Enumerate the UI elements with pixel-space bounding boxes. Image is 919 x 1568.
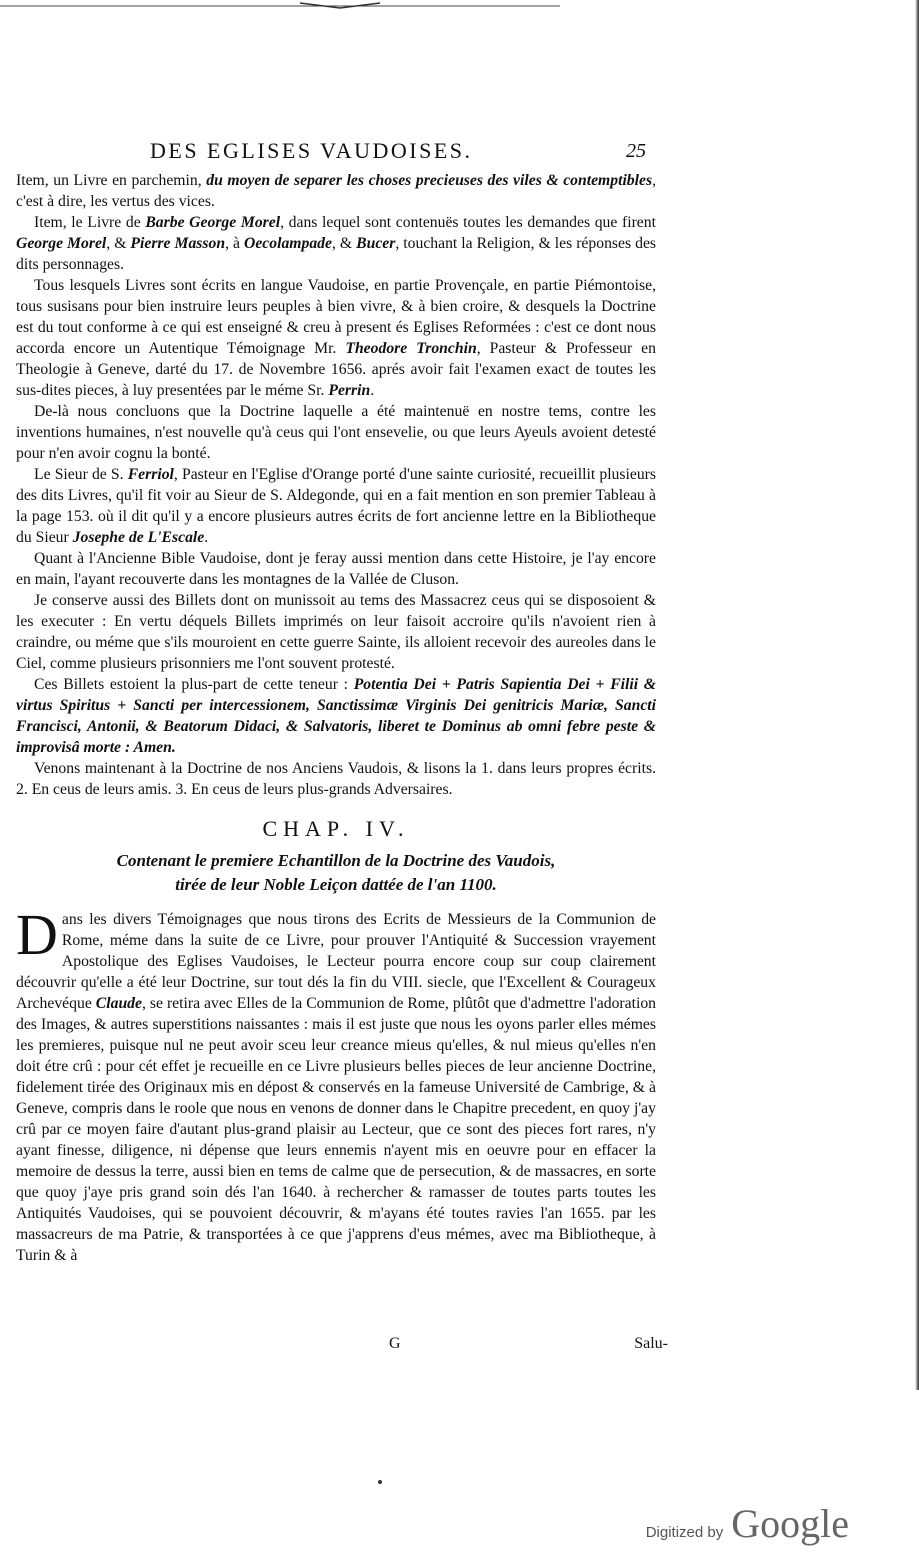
paragraph	[16, 170, 656, 212]
text-run: Quant à l'Ancienne Bible Vaudoise, dont je feray aussi mention dans cette Histoire, je l'ay encore en main, l'ayant recouverte dans les montagnes de la Vallée de Cluson.	[16, 550, 656, 588]
signature-mark: G	[389, 1335, 401, 1352]
text-run: , Pasteur en l'Eglise d'Orange porté d'une sainte curiosité, recueillit plusieurs des dits Livres, qu'il fit voir au Sieur de S. Aldegonde, qui en a fait mention en son premier Tableau à la page 153. où il dit qu'il y a encore plusieurs autres écrits de fort ancienne lettre en la Bibliotheque du Sieur	[16, 466, 656, 546]
text-run: Venons maintenant à la Doctrine de nos Anciens Vaudois, & lisons la 1. dans leurs propres écrits. 2. En ceus de leurs amis. 3. En ceus de leurs plus-grands Adversaires.	[16, 760, 656, 798]
italic-text: Josephe de L'Escale	[72, 529, 205, 546]
italic-text: Theodore Tronchin	[345, 340, 477, 357]
watermark-text: Digitized by	[645, 1524, 724, 1541]
italic-text: Pierre Masson	[130, 235, 226, 252]
page-number: 25	[626, 140, 646, 162]
italic-text: Perrin	[328, 382, 371, 399]
text-run: Le Sieur de S.	[34, 466, 128, 483]
italic-text: Ferriol	[127, 466, 174, 483]
italic-text: Claude	[95, 995, 142, 1012]
ink-speck	[378, 1480, 382, 1484]
chapter-subtitle-line: Contenant le premiere Echantillon de la Doctrine des Vaudois,	[116, 851, 556, 870]
text-run: .	[204, 529, 209, 546]
text-run: Item, le Livre de	[34, 214, 146, 231]
text-run: Je conserve aussi des Billets dont on munissoit au tems des Massacrez ceus qui se disposoient & les executer : En vertu déquels Billets imprimés on leur faisoit accroire qu'ils n'avoient rien à craindre, ou méme que s'ils mouroient en cette guerre Sainte, ils alloient recevoir des aureoles dans le Ciel, comme plusieurs prisonniers me l'ont souvent protesté.	[16, 592, 656, 672]
text-run: .	[370, 382, 375, 399]
catchword: Salu-	[634, 1335, 668, 1352]
text-run: , c'est à dire, les vertus des vices.	[16, 172, 656, 210]
text-run: Item, un Livre en parchemin,	[16, 172, 207, 189]
chapter-subtitle	[16, 849, 656, 897]
paragraph	[16, 590, 656, 674]
text-run: De-là nous concluons que la Doctrine laquelle a été maintenuë en nostre tems, contre les inventions humaines, n'est nouvelle qu'à ceus qui l'ont ensevelie, ou que leurs Ayeuls avoient detesté pour n'en avoir cognu la bonté.	[16, 403, 656, 462]
italic-text: Potentia Dei + Patris Sapientia Dei + Filii & virtus Spiritus + Sancti per intercessionem, Sanctissimæ Virginis Dei genitricis Mariæ, Sancti Francisci, Antonii, & Beatorum Didaci, & Salvatoris, liberet te Dominus ab omni febre peste & improvisâ morte : Amen.	[16, 676, 657, 756]
google-logo: Google	[731, 1501, 849, 1546]
text-run: , se retira avec Elles de la Communion de Rome, plûtôt que d'admettre l'adoration des Images, & autres superstitions naissantes : mais il est juste que nous les oyons parler elles mémes les premieres, puisque nul ne peut avoir sceu leur creance mieus qu'elles, & nul mieus qu'elles n'en doit étre crû : pour cét effet je recueille en ce Livre plusieurs belles pieces de leur ancienne Doctrine, fidelement tirée des Originaux mis en dépost & conservés en la fameuse Université de Cambrige, & à Geneve, compris dans le roole que nous en venons de donner dans le Chapitre precedent, en quoy j'ay crû par ce moyen faire d'autant plus-grand plaisir au Lecteur, que ce sont des pieces fort rares, n'y ayant finesse, diligence, ni dépense que leurs ennemis n'ayent mis en oeuvre pour en effacer la memoire de dessus la terre, aussi bien en tems de calme que de persecution, & de massacres, en sorte que quoy j'aye pris grand soin dés l'an 1640. à rechercher & ramasser de toutes parts toutes les Antiquités Vaudoises, qui se pouvoient découvrir, & m'ayans été toutes ravies l'an 1655. par les massacreurs de ma Patrie, & transportées à ce que j'apprens d'eus mémes, avec ma Bibliotheque, à Turin & à	[16, 995, 657, 1264]
italic-text: George Morel	[16, 235, 107, 252]
paragraph	[16, 758, 656, 800]
opening-paragraph	[16, 902, 657, 1266]
paragraph	[16, 212, 656, 275]
paragraph	[16, 401, 656, 464]
paragraph	[16, 548, 656, 590]
chapter-subtitle-line: tirée de leur Noble Leiçon dattée de l'an 1100.	[175, 875, 497, 894]
paragraph	[16, 674, 656, 758]
text-run: ans les divers Témoignages que nous tirons des Ecrits de Messieurs de la Communion de Rome, méme dans la suite de ce Livre, pour prouver l'Antiquité & Succession vrayement Apostolique des Eglises Vaudoises, le Lecteur pourra encore coup sur coup clairement découvrir qu'elle a été leur Doctrine, sur tout dés la fin du VIII. siecle, que l'Excellent & Courageux Archevéque	[16, 911, 656, 1012]
text-run: , Pasteur & Professeur en Theologie à Geneve, darté du 17. de Novembre 1656. aprés avoir fait l'examen exact de toutes les sus-dites pieces, à luy presentées par le méme Sr.	[16, 340, 656, 399]
page-right-edge	[915, 0, 919, 1390]
text-run: , &	[331, 235, 357, 252]
opening-paragraph-text	[16, 902, 657, 1264]
catchline	[16, 1335, 668, 1357]
paragraph	[16, 275, 656, 401]
paragraph	[16, 464, 656, 548]
text-run: , à	[225, 235, 244, 252]
body-text	[16, 170, 656, 1266]
italic-text: du moyen de separer les choses precieuses des viles & contemptibles	[206, 172, 653, 189]
text-run: Tous lesquels Livres sont écrits en langue Vaudoise, en partie Provençale, en partie Piémontoise, tous susisans pour bien instruire leurs peuples à bien vivre, & à bien croire, & desquels la Doctrine est du tout conforme à ce qui est enseigné & creu à present és Eglises Reformées : c'est ce dont nous accorda encore un Autentique Témoignage Mr.	[16, 277, 656, 357]
italic-text: Barbe George Morel	[145, 214, 281, 231]
text-run: Ces Billets estoient la plus-part de cette teneur :	[34, 676, 354, 693]
text-run: , &	[106, 235, 131, 252]
italic-text: Oecolampade	[243, 235, 332, 252]
running-head: DES EGLISES VAUDOISES.	[150, 138, 473, 163]
text-run: , touchant la Religion, & les réponses des dits personnages.	[16, 235, 657, 273]
page-top-edge	[0, 0, 919, 14]
digitization-watermark	[646, 1500, 849, 1547]
chapter-title: CHAP. IV.	[262, 816, 410, 841]
text-run: , dans lequel sont contenuës toutes les demandes que firent	[280, 214, 656, 231]
italic-text: Bucer	[356, 235, 396, 252]
drop-cap: D	[16, 902, 58, 967]
